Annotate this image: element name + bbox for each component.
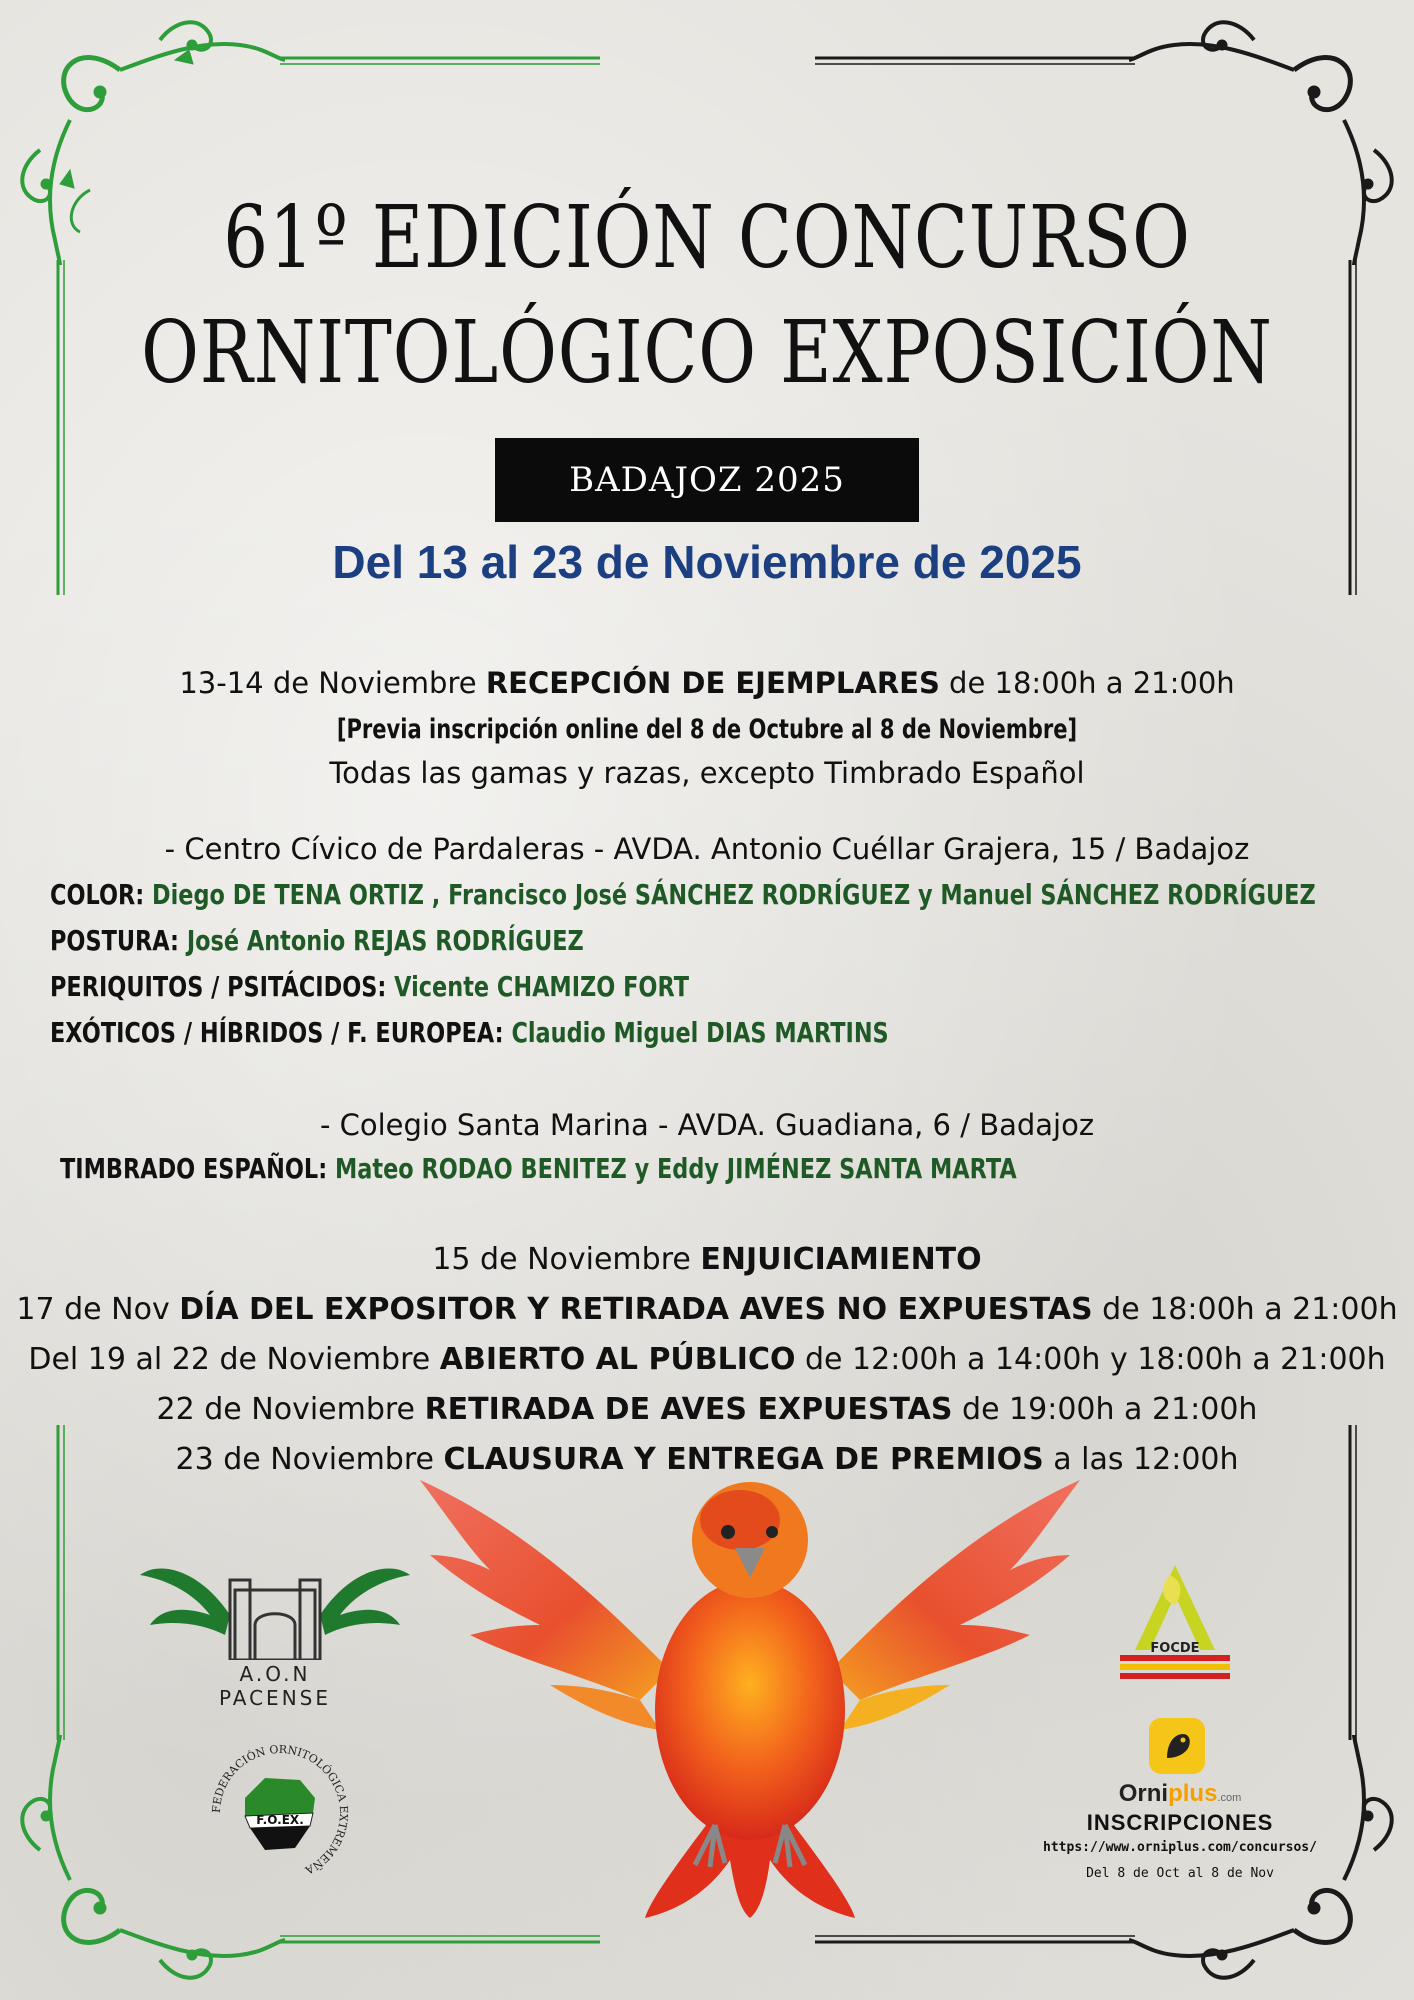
- judge-names: Mateo RODAO BENITEZ y Eddy JIMÉNEZ SANTA MARTA: [334, 1152, 1017, 1185]
- schedule-bold: ABIERTO AL PÚBLICO: [439, 1342, 796, 1377]
- reception-line: [0, 666, 1414, 700]
- schedule-post: a las 12:00h: [1043, 1442, 1239, 1477]
- venue-1-address: - Centro Cívico de Pardaleras - AVDA. Antonio Cuéllar Grajera, 15 / Badajoz: [164, 832, 1250, 866]
- schedule-bold: CLAUSURA Y ENTREGA DE PREMIOS: [443, 1442, 1044, 1477]
- inscripciones-dates: Del 8 de Oct al 8 de Nov: [1086, 1866, 1274, 1881]
- aon-logo-line2: PACENSE: [218, 1686, 331, 1710]
- schedule-pre: 22 de Noviembre: [156, 1392, 425, 1427]
- schedule-pre: 17 de Nov: [16, 1292, 180, 1327]
- orniplus-wordmark-c: .com: [1217, 1792, 1242, 1804]
- judge-row-exoticos: [50, 1016, 889, 1049]
- orniplus-wordmark-b: plus: [1168, 1780, 1218, 1807]
- title-line-2: ORNITOLÓGICO EXPOSICIÓN: [141, 303, 1273, 403]
- judge-category: POSTURA:: [50, 924, 187, 957]
- judge-row-postura: [50, 924, 584, 957]
- schedule-pre: 23 de Noviembre: [175, 1442, 444, 1477]
- bird-icon: [1149, 1718, 1205, 1774]
- city-year-badge: BADAJOZ 2025: [495, 438, 919, 522]
- judge-names: Claudio Miguel DIAS MARTINS: [511, 1016, 889, 1049]
- scope-line: Todas las gamas y razas, excepto Timbrado Español: [329, 756, 1085, 790]
- reception-post: de 18:00h a 21:00h: [939, 666, 1235, 700]
- orniplus-wordmark: [1085, 1780, 1275, 1808]
- schedule-row: [0, 1292, 1414, 1327]
- foex-ring-text: FEDERACIÓN ORNITOLÓGICA EXTREMEÑA: [209, 1742, 351, 1877]
- schedule-post: de 12:00h a 14:00h y 18:00h a 21:00h: [795, 1342, 1386, 1377]
- judge-names: José Antonio REJAS RODRÍGUEZ: [186, 924, 584, 957]
- schedule-post: de 19:00h a 21:00h: [952, 1392, 1258, 1427]
- judge-category: EXÓTICOS / HÍBRIDOS / F. EUROPEA:: [50, 1016, 512, 1049]
- venue-2-address: - Colegio Santa Marina - AVDA. Guadiana, 6 / Badajoz: [319, 1108, 1095, 1142]
- schedule-bold: ENJUICIAMIENTO: [700, 1242, 982, 1277]
- reception-pre: 13-14 de Noviembre: [179, 666, 486, 700]
- schedule-bold: DÍA DEL EXPOSITOR Y RETIRADA AVES NO EXPUESTAS: [179, 1292, 1093, 1327]
- judge-category: TIMBRADO ESPAÑOL:: [60, 1152, 335, 1185]
- registration-note: [Previa inscripción online del 8 de Octubre al 8 de Noviembre]: [336, 714, 1078, 745]
- judge-names: Diego DE TENA ORTIZ , Francisco José SÁNCHEZ RODRÍGUEZ y Manuel SÁNCHEZ RODRÍGUEZ: [152, 878, 1316, 911]
- judge-row-color: [50, 878, 1316, 911]
- judge-row-periquitos: [50, 970, 689, 1003]
- foex-center-text: F.O.EX.: [256, 1813, 304, 1827]
- reception-bold: RECEPCIÓN DE EJEMPLARES: [485, 666, 940, 700]
- judge-category: COLOR:: [50, 878, 153, 911]
- orniplus-bird-icon: [1149, 1718, 1205, 1774]
- foex-federation-logo: [205, 1738, 355, 1888]
- judge-names: Vicente CHAMIZO FORT: [394, 970, 689, 1003]
- schedule-bold: RETIRADA DE AVES EXPUESTAS: [424, 1392, 953, 1427]
- focde-text: FOCDE: [1150, 1641, 1200, 1656]
- inscripciones-url[interactable]: https://www.orniplus.com/concursos/: [1043, 1840, 1317, 1855]
- focde-logo: [1115, 1560, 1235, 1690]
- schedule-row: [0, 1242, 1414, 1277]
- schedule-row: [0, 1342, 1414, 1377]
- date-range: Del 13 al 23 de Noviembre de 2025: [332, 536, 1082, 588]
- aon-pacense-logo: [140, 1550, 410, 1660]
- schedule-pre: Del 19 al 22 de Noviembre: [28, 1342, 440, 1377]
- title-line-1: 61º EDICIÓN CONCURSO: [223, 188, 1191, 288]
- aon-logo-line1: A.O.N: [239, 1662, 311, 1686]
- orniplus-wordmark-a: Orni: [1118, 1780, 1169, 1807]
- judge-row-timbrado: [60, 1152, 1017, 1185]
- judge-category: PERIQUITOS / PSITÁCIDOS:: [50, 970, 395, 1003]
- schedule-post: de 18:00h a 21:00h: [1092, 1292, 1398, 1327]
- red-bird-illustration: [410, 1460, 1090, 1920]
- schedule-pre: 15 de Noviembre: [432, 1242, 701, 1277]
- inscripciones-label: INSCRIPCIONES: [1086, 1810, 1274, 1835]
- schedule-row: [0, 1392, 1414, 1427]
